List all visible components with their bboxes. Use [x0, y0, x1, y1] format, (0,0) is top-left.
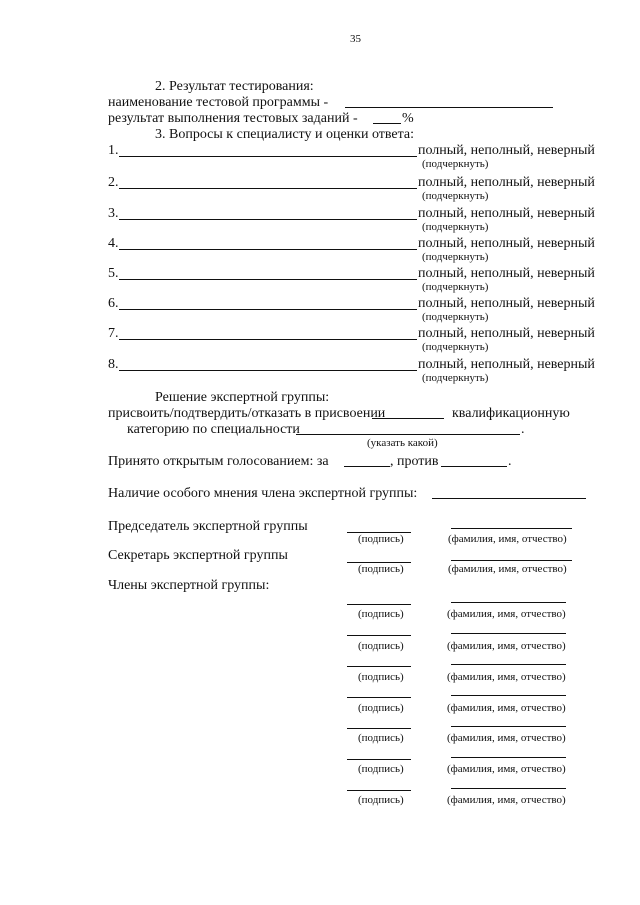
answer-options: полный, неполный, неверный	[418, 357, 595, 372]
name-note: (фамилия, имя, отчество)	[447, 608, 566, 620]
signature-line[interactable]	[347, 697, 411, 698]
question-number: 6.	[108, 296, 119, 311]
answer-options: полный, неполный, неверный	[418, 266, 595, 281]
question-number: 5.	[108, 266, 119, 281]
signature-line[interactable]	[347, 790, 411, 791]
secretary-label: Секретарь экспертной группы	[108, 548, 288, 563]
signature-note: (подпись)	[358, 763, 404, 775]
vote-period: .	[508, 454, 512, 469]
question-answer-line[interactable]	[119, 309, 417, 310]
question-answer-line[interactable]	[119, 339, 417, 340]
name-note: (фамилия, имя, отчество)	[447, 671, 566, 683]
signature-note: (подпись)	[358, 608, 404, 620]
qualification-word: квалификационную	[452, 406, 570, 421]
name-note: (фамилия, имя, отчество)	[447, 702, 566, 714]
question-answer-line[interactable]	[119, 156, 417, 157]
result-field[interactable]	[373, 123, 401, 124]
underline-note: (подчеркнуть)	[422, 251, 489, 263]
name-line[interactable]	[451, 602, 566, 603]
percent-sign: %	[402, 111, 414, 126]
category-period: .	[521, 422, 525, 437]
answer-options: полный, неполный, неверный	[418, 143, 595, 158]
name-note: (фамилия, имя, отчество)	[447, 732, 566, 744]
assign-field[interactable]	[372, 418, 444, 419]
question-answer-line[interactable]	[119, 219, 417, 220]
assign-text: присвоить/подтвердить/отказать в присвоении	[108, 406, 386, 421]
result-label: результат выполнения тестовых заданий -	[108, 111, 358, 126]
question-number: 7.	[108, 326, 119, 341]
decision-heading: Решение экспертной группы:	[155, 390, 330, 405]
name-note: (фамилия, имя, отчество)	[447, 640, 566, 652]
program-label: наименование тестовой программы -	[108, 95, 329, 110]
name-line[interactable]	[451, 788, 566, 789]
answer-options: полный, неполный, неверный	[418, 326, 595, 341]
question-number: 1.	[108, 143, 119, 158]
answer-options: полный, неполный, неверный	[418, 236, 595, 251]
underline-note: (подчеркнуть)	[422, 372, 489, 384]
program-field[interactable]	[345, 107, 553, 108]
underline-note: (подчеркнуть)	[422, 341, 489, 353]
question-number: 3.	[108, 206, 119, 221]
signature-note: (подпись)	[358, 732, 404, 744]
against-text: , против	[390, 454, 439, 469]
answer-options: полный, неполный, неверный	[418, 296, 595, 311]
name-line[interactable]	[451, 560, 572, 561]
specify-note: (указать какой)	[367, 437, 438, 449]
signature-line[interactable]	[347, 666, 411, 667]
name-line[interactable]	[451, 664, 566, 665]
signature-note: (подпись)	[358, 702, 404, 714]
name-line[interactable]	[451, 695, 566, 696]
underline-note: (подчеркнуть)	[422, 158, 489, 170]
page-number: 35	[350, 33, 361, 45]
signature-note: (подпись)	[358, 794, 404, 806]
signature-line[interactable]	[347, 604, 411, 605]
question-number: 8.	[108, 357, 119, 372]
underline-note: (подчеркнуть)	[422, 190, 489, 202]
category-text: категорию по специальности	[127, 422, 300, 437]
name-note: (фамилия, имя, отчество)	[448, 533, 567, 545]
question-answer-line[interactable]	[119, 279, 417, 280]
question-number: 4.	[108, 236, 119, 251]
signature-note: (подпись)	[358, 640, 404, 652]
votes-against-field[interactable]	[441, 466, 507, 467]
question-number: 2.	[108, 175, 119, 190]
underline-note: (подчеркнуть)	[422, 311, 489, 323]
name-line[interactable]	[451, 633, 566, 634]
signature-line[interactable]	[347, 728, 411, 729]
signature-note: (подпись)	[358, 533, 404, 545]
name-note: (фамилия, имя, отчество)	[447, 794, 566, 806]
signature-line[interactable]	[347, 759, 411, 760]
name-note: (фамилия, имя, отчество)	[448, 563, 567, 575]
section2-heading: 2. Результат тестирования:	[155, 79, 314, 94]
question-answer-line[interactable]	[119, 249, 417, 250]
answer-options: полный, неполный, неверный	[418, 175, 595, 190]
name-note: (фамилия, имя, отчество)	[447, 763, 566, 775]
signature-line[interactable]	[347, 635, 411, 636]
question-answer-line[interactable]	[119, 370, 417, 371]
section3-heading: 3. Вопросы к специалисту и оценки ответа:	[155, 127, 415, 142]
name-line[interactable]	[451, 726, 566, 727]
vote-text: Принято открытым голосованием: за	[108, 454, 329, 469]
underline-note: (подчеркнуть)	[422, 281, 489, 293]
votes-for-field[interactable]	[344, 466, 390, 467]
name-line[interactable]	[451, 528, 572, 529]
members-label: Члены экспертной группы:	[108, 578, 270, 593]
opinion-field[interactable]	[432, 498, 586, 499]
underline-note: (подчеркнуть)	[422, 221, 489, 233]
signature-note: (подпись)	[358, 563, 404, 575]
specialty-field[interactable]	[296, 434, 520, 435]
signature-note: (подпись)	[358, 671, 404, 683]
question-answer-line[interactable]	[119, 188, 417, 189]
answer-options: полный, неполный, неверный	[418, 206, 595, 221]
opinion-label: Наличие особого мнения члена экспертной группы:	[108, 486, 418, 501]
name-line[interactable]	[451, 757, 566, 758]
chair-label: Председатель экспертной группы	[108, 519, 308, 534]
